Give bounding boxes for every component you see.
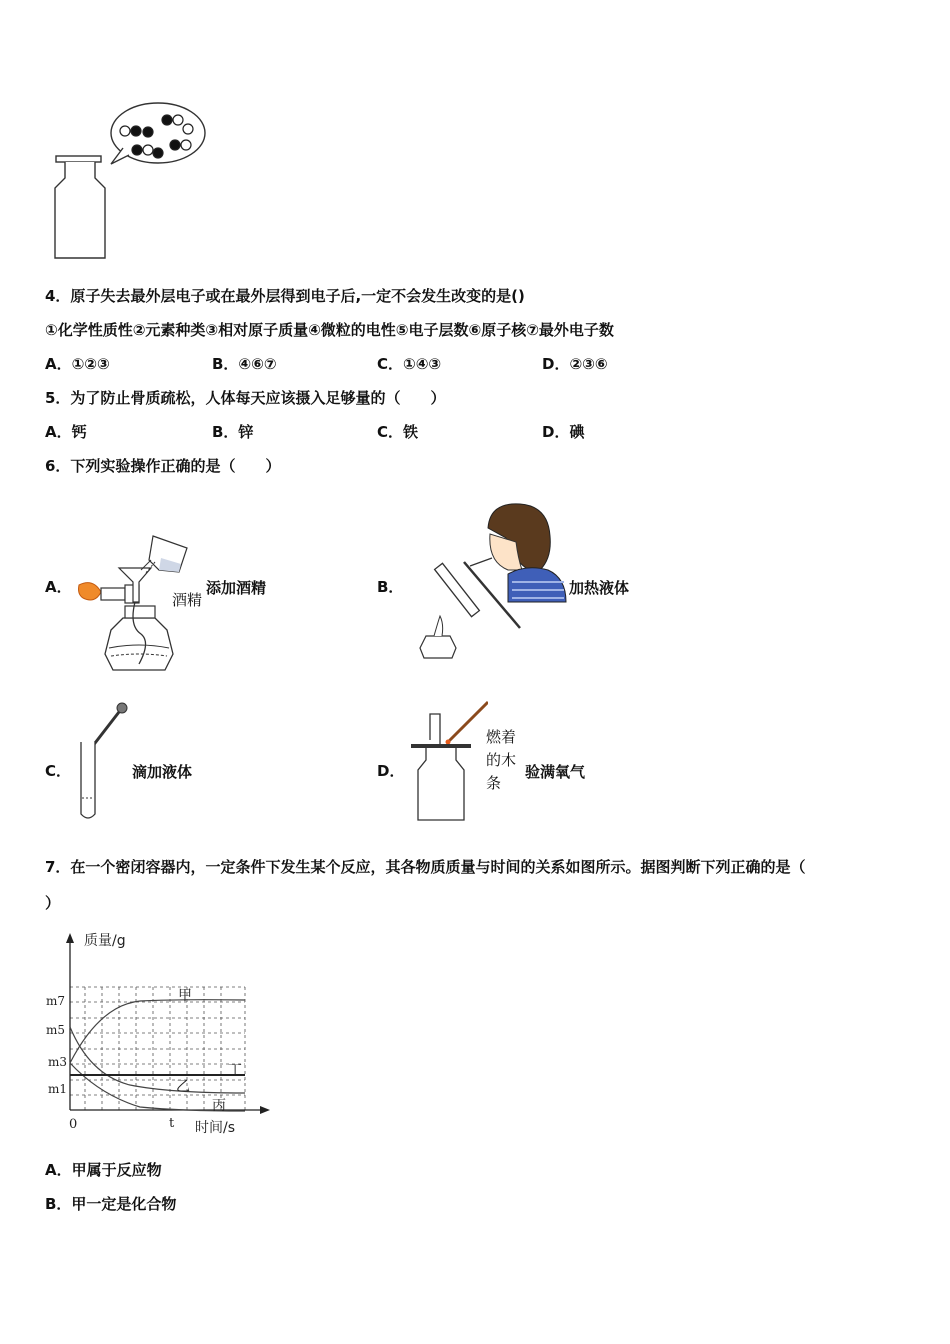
dropper-bulb <box>117 703 127 713</box>
x-axis-arrow-icon <box>260 1106 270 1114</box>
q6-option-b-caption: 加热液体 <box>569 579 630 597</box>
series-jia <box>70 1000 245 1063</box>
q4-option-a: A．①②③ <box>45 355 110 373</box>
q6-option-d-label-3: 条 <box>486 774 502 792</box>
dropper-figure <box>75 700 135 825</box>
y-tick-m5: m5 <box>46 1023 66 1037</box>
receiving-test-tube <box>81 742 95 818</box>
q6-option-a-label: 酒精 <box>172 591 203 609</box>
q7-option-a: A．甲属于反应物 <box>45 1161 162 1179</box>
q7-stem-line1: 7．在一个密闭容器内，一定条件下发生某个反应，其各物质质量与时间的关系如图所示。据图判断下列正确的是（ <box>45 858 806 876</box>
y-tick-m1: m1 <box>48 1082 68 1096</box>
series-yi <box>70 1027 245 1093</box>
q6-option-d-caption: 验满氧气 <box>525 763 586 781</box>
chart-grid <box>70 987 245 1110</box>
q6-option-a-letter: A． <box>45 578 72 596</box>
gas-tube <box>430 714 440 748</box>
q5-option-c: C．铁 <box>377 423 419 441</box>
q6-option-b-letter: B． <box>377 578 404 596</box>
flame-icon <box>79 583 102 600</box>
q4-option-d: D．②③⑥ <box>542 355 608 373</box>
q6-option-a-caption: 添加酒精 <box>206 579 267 597</box>
ember-icon <box>446 740 451 745</box>
q4-option-c: C．①④③ <box>377 355 442 373</box>
q6-stem: 6．下列实验操作正确的是（ ） <box>45 457 281 475</box>
q7-stem-line2: ） <box>45 894 61 912</box>
x-tick-t: t <box>169 1116 175 1131</box>
q5-stem: 5．为了防止骨质疏松，人体每天应该摄入足够量的（ ） <box>45 389 446 407</box>
gas-bottle <box>418 748 464 820</box>
y-tick-m7: m7 <box>46 994 66 1008</box>
burning-splint <box>448 702 488 742</box>
bottle-stopper <box>56 156 101 162</box>
label-bing: 丙 <box>212 1098 226 1114</box>
q4-stem: 4．原子失去最外层电子或在最外层得到电子后,一定不会发生改变的是() <box>45 287 525 305</box>
origin-label: 0 <box>69 1117 78 1132</box>
x-axis-label: 时间/s <box>195 1120 236 1136</box>
oxygen-test-figure <box>408 700 488 825</box>
q6-option-d-label-2: 的木 <box>486 751 517 769</box>
q6-option-d-letter: D． <box>377 762 405 780</box>
label-yi: 乙 <box>176 1079 190 1095</box>
label-jia: 甲 <box>178 988 192 1004</box>
q5-option-a: A．钙 <box>45 423 87 441</box>
q6-option-c-letter: C． <box>45 762 72 780</box>
y-axis-label: 质量/g <box>84 933 126 949</box>
q7-option-b: B．甲一定是化合物 <box>45 1195 177 1213</box>
q5-option-d: D．碘 <box>542 423 585 441</box>
y-axis-arrow-icon <box>66 933 74 943</box>
y-tick-m3: m3 <box>48 1055 68 1069</box>
bottle-body <box>55 162 105 258</box>
person-shirt <box>508 568 566 602</box>
reagent-bottle-figure <box>45 100 220 265</box>
label-ding: 丁 <box>228 1063 242 1079</box>
lamp-body <box>105 618 173 670</box>
q4-items: ①化学性质性②元素种类③相对原子质量④微粒的电性⑤电子层数⑥原子核⑦最外电子数 <box>45 321 614 339</box>
q6-option-d-label-1: 燃着 <box>486 728 517 746</box>
mass-time-chart <box>40 925 280 1140</box>
heating-liquid-figure <box>408 498 568 663</box>
alcohol-lamp <box>420 636 456 658</box>
q5-option-b: B．锌 <box>212 423 254 441</box>
q4-option-b: B．④⑥⑦ <box>212 355 277 373</box>
q6-option-c-caption: 滴加液体 <box>132 763 193 781</box>
